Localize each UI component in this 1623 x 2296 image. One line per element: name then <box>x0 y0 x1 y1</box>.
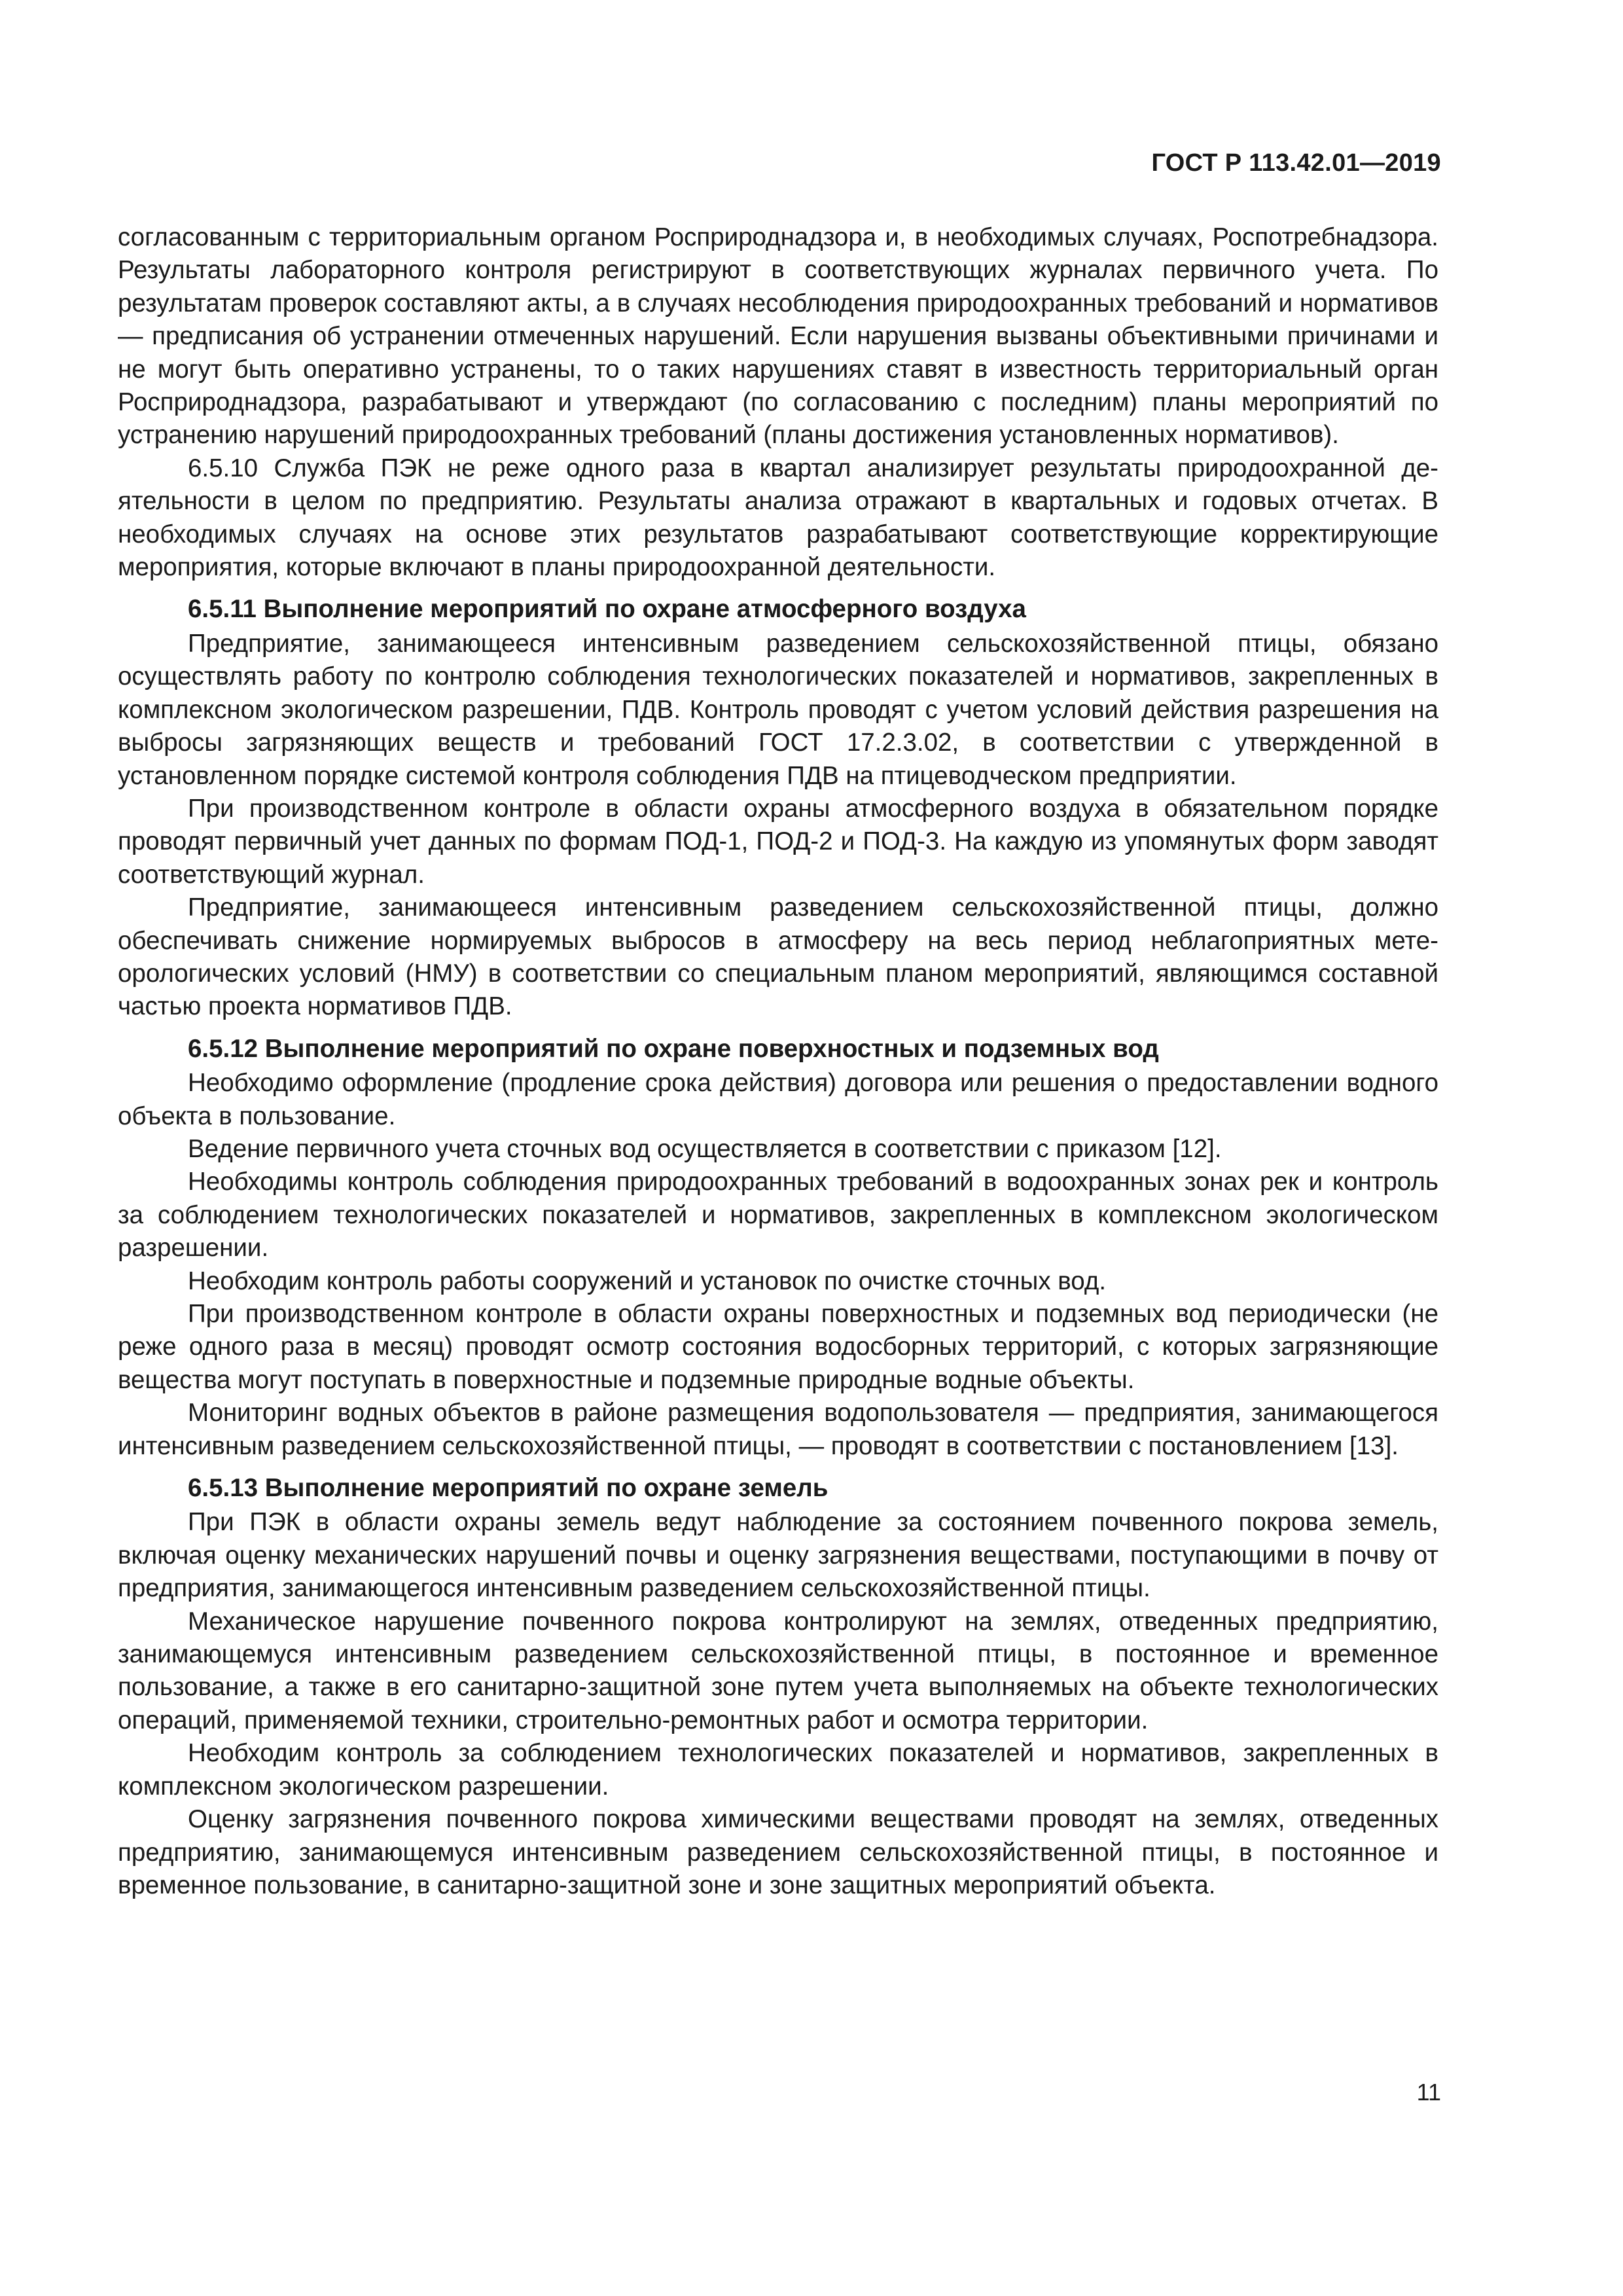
paragraph: Предприятие, занимающееся интенсивным разведением сельскохозяйственной птицы, должно обеспечивать снижение нормируемых выбросов в атмосферу на весь период неблагоприятных метеорологических условий (НМУ) в соответствии со специальным планом мероприятий, являющимся составной частью проекта нормативов ПДВ. <box>118 893 1438 1021</box>
paragraph: Мониторинг водных объектов в районе размещения водопользователя — предприятия, занимающегося интенсивным разведением сельскохозяйственной птицы, — проводят в соответствии с постановлением [13]. <box>118 1399 1438 1460</box>
section-heading-6-5-12: 6.5.12 Выполнение мероприятий по охране поверхностных и подземных вод <box>188 1034 1159 1063</box>
paragraph: Ведение первичного учета сточных вод осуществляется в соответствии с приказом [12]. <box>188 1134 1222 1163</box>
paragraph: Необходимо оформление (продление срока действия) договора или решения о предоставлении водного объекта в пользование. <box>118 1069 1438 1130</box>
paragraph: Механическое нарушение почвенного покрова контролируют на землях, отведенных предприятию, занимающемуся интенсивным разведением сельскохозяйственной птицы, в постоянное и временное пользование, а также в его санитарно-защитной зоне путем учета выполняемых на объекте технологических операций, применяемой техники, строительно-ремонтных работ и осмотра территории. <box>118 1607 1438 1734</box>
paragraph-6-5-10: 6.5.10 Служба ПЭК не реже одного раза в квартал анализирует результаты природоохранной деятельности в целом по предприятию. Результаты анализа отражают в квартальных и годовых отчетах. В необходимых случаях на основе этих результатов разрабатывают соответствующие корректирующие мероприятия, которые включают в планы природоохранной деятельности. <box>118 454 1438 582</box>
page-number: 11 <box>1416 2079 1441 2106</box>
paragraph: Оценку загрязнения почвенного покрова химическими веществами проводят на землях, отведенных предприятию, занимающемуся интенсивным разведением сельскохозяйственной птицы, в постоянное и временное пользование, в санитарно-защитной зоне и зоне защитных мероприятий объекта. <box>118 1805 1438 1899</box>
paragraph: При производственном контроле в области охраны поверхностных и подземных вод периодически (не реже одного раза в месяц) проводят осмотр состояния водосборных территорий, с которых загрязняющие вещества могут поступать в поверхностные и подземные природные водные объекты. <box>118 1300 1438 1394</box>
paragraph: Необходим контроль работы сооружений и установок по очистке сточных вод. <box>188 1266 1107 1295</box>
document-standard-id: ГОСТ Р 113.42.01—2019 <box>1151 149 1441 177</box>
document-body <box>118 221 1438 1902</box>
paragraph: При производственном контроле в области охраны атмосферного воздуха в обязательном порядке проводят первичный учет данных по формам ПОД-1, ПОД-2 и ПОД-3. На каждую из упомянутых форм заводят соответствующий журнал. <box>118 794 1438 889</box>
section-heading-6-5-13: 6.5.13 Выполнение мероприятий по охране земель <box>188 1474 829 1503</box>
section-heading-6-5-11: 6.5.11 Выполнение мероприятий по охране атмосферного воздуха <box>188 595 1026 624</box>
paragraph: Необходимы контроль соблюдения природоохранных требований в водоохранных зонах рек и контроль за соблюдением технологических показателей и нормативов, закрепленных в комплексном экологическом разрешении. <box>118 1168 1438 1263</box>
paragraph: Необходим контроль за соблюдением технологических показателей и нормативов, закрепленных в комплексном экологическом разрешении. <box>118 1739 1438 1801</box>
paragraph-continued: согласованным с территориальным органом Росприроднадзора и, в необходимых случаях, Роспотребнадзора. Результаты лабораторного контроля регистрируют в соответствующих журналах первичного учета. По результатам проверок составляют акты, а в случаях несоблюдения природоохранных требований и нормативов — предписания об устранении отмеченных нарушений. Если нарушения вызваны объективными причинами и не могут быть оперативно устранены, то о таких нарушениях ставят в известность территориальный орган Росприроднадзора, разрабатывают и утверждают (по согласованию с последним) планы мероприятий по устранению нарушений природоохранных требований (планы достижения установленных нормативов). <box>118 223 1438 450</box>
paragraph: При ПЭК в области охраны земель ведут наблюдение за состоянием почвенного покрова земель, включая оценку механических нарушений почвы и оценку загрязнения веществами, поступающими в почву от предприятия, занимающегося интенсивным разведением сельскохозяйственной птицы. <box>118 1508 1438 1603</box>
paragraph: Предприятие, занимающееся интенсивным разведением сельскохозяйственной птицы, обязано осуществлять работу по контролю соблюдения технологических показателей и нормативов, закрепленных в комплексном экологическом разрешении, ПДВ. Контроль проводят с учетом условий действия разрешения на выбросы загрязняющих веществ и требований ГОСТ 17.2.3.02, в соответствии с утвержденной в установленном порядке системой контроля соблюдения ПДВ на птицеводческом предприятии. <box>118 629 1438 790</box>
